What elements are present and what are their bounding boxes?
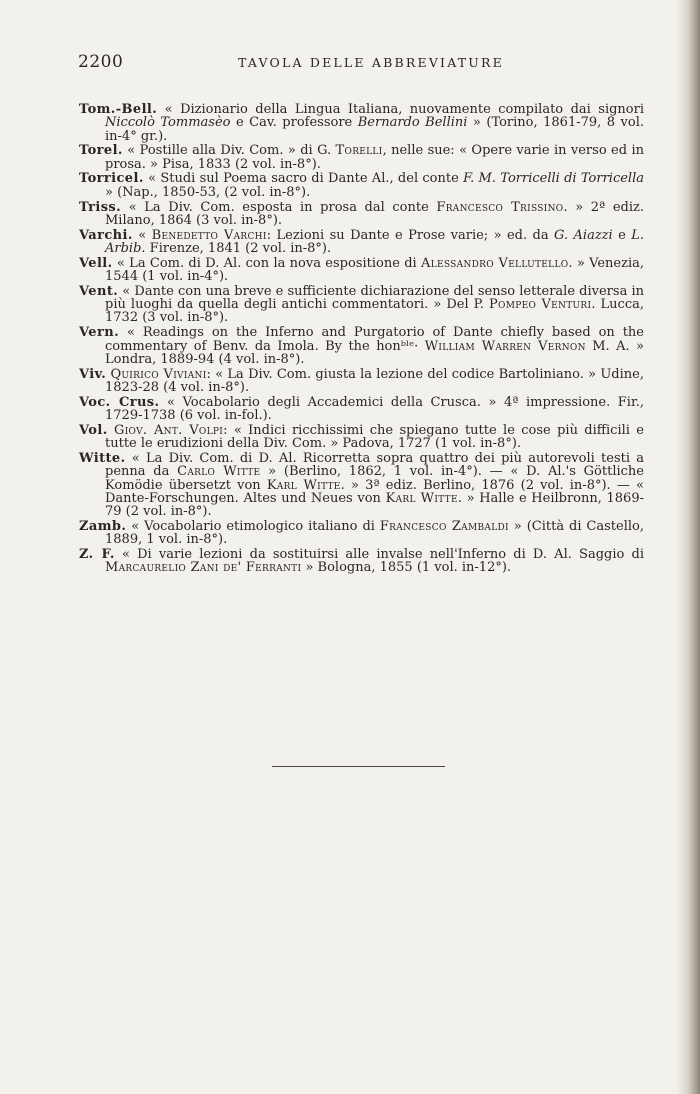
entry-text: » (Città di Castello, 1889, 1 vol. in-8°). [105,518,644,548]
author-name: Karl Witte [266,477,341,493]
entry-text: « Readings on the Inferno and Purgatorio of Dante chiefly based on the commentary of Benv. da Imola. By the honᵇˡᵉ· [105,325,644,354]
abbreviation-entry [79,326,644,366]
italic-text: L. Arbib [105,227,644,256]
entry-text: , nelle sue: « Opere varie in verso ed in prosa. » Pisa, 1833 (2 vol. in-8°). [105,143,644,172]
entry-text: . » 3ª ediz. Berlino, 1876 (2 vol. in-8°). — « Dante-Forschungen. Altes und Neues von [105,477,644,506]
entry-text: « Vocabolario degli Accademici della Crusca. » 4ª impressione. Fir., 1729-1738 (6 vol. in-fol.). [105,394,645,424]
page-edge-shadow [678,0,700,1094]
page-header [78,52,644,76]
abbreviation-term: Vern. [79,325,119,341]
entry-text: » (Berlino, 1862, 1 vol. in-4°). — « D. Al.'s Göttliche Komödie übersetzt von [105,464,644,493]
page-number: 2200 [78,52,124,72]
author-name: Marcaurelio Zani de' Ferranti [105,560,302,576]
author-name: Karl Witte [385,490,458,506]
abbreviation-term: Z. F. [79,547,115,562]
author-name: Francesco Trissino [436,199,564,215]
entry-text: « La Div. Com. di D. Al. Ricorretta sopra quattro dei più autorevoli testi a penna da [105,450,644,480]
abbreviation-entry [79,452,644,518]
author-name: William Warren Vernon [424,338,586,354]
abbreviation-entry [79,520,644,547]
author-name: Alessandro Vellutello [421,255,569,271]
abbreviation-term: Triss. [79,199,122,215]
running-title: TAVOLA DELLE ABBREVIATURE [238,55,504,70]
entry-text: : « Indici ricchissimi che spiegano tutte le cose più difficili e tutte le erudizioni della Div. Com. » Padova, 1727 (1 vol. in-8°). [105,422,644,452]
entry-text: » (Nap., 1850-53, (2 vol. in-8°). [105,184,311,200]
entry-text: . » 2ª ediz. Milano, 1864 (3 vol. in-8°). [105,199,644,228]
end-rule [272,766,445,767]
entry-text: « Postille alla Div. Com. » di G. [127,143,336,159]
entry-text: » Bologna, 1855 (1 vol. in-12°). [301,560,512,576]
abbreviation-term: Varchi. [79,227,133,243]
abbreviation-term: Viv. [79,366,107,382]
italic-text: F. M. Torricelli di Torricella [463,171,645,187]
abbreviation-term: Witte. [79,450,126,466]
entry-text: « Vocabolario etimologico italiano di [131,518,380,534]
abbreviation-entry [79,103,644,143]
italic-text: Niccolò Tommasèo [105,115,231,131]
entry-text: . » Halle e Heilbronn, 1869-79 (2 vol. in-8°). [105,490,644,520]
abbreviation-term: Vent. [79,283,119,299]
author-name: Carlo Witte [177,464,261,480]
entry-text: . Lucca, 1732 (3 vol. in-8°). [105,297,644,326]
author-name: Giov. Ant. Volpi [114,422,224,438]
abbreviation-entry [79,424,644,451]
italic-text: Bernardo Bellini [357,115,468,131]
abbreviation-entry [79,172,644,199]
italic-text: G. Aiazzi [554,227,613,243]
abbreviation-term: Vell. [79,255,113,271]
entry-text: « Studi sul Poema sacro di Dante Al., del conte [148,171,464,187]
entry-text: : Lezioni su Dante e Prose varie; » ed. da [266,227,555,243]
entry-text: . Firenze, 1841 (2 vol. in-8°). [141,240,332,256]
author-name: Torelli [335,143,383,159]
entry-text: « Di varie lezioni da sostituirsi alle invalse nell'Inferno di D. Al. Saggio di [122,547,644,562]
abbreviation-term: Zamb. [79,518,127,534]
entry-text: » (Torino, 1861-79, 8 vol. in-4° gr.). [105,115,644,144]
abbreviation-list [79,103,644,576]
entry-text: « La Com. di D. Al. con la nova espositione di [116,255,422,271]
abbreviation-entry [79,396,644,423]
abbreviation-entry [79,285,644,325]
abbreviation-term: Vol. [79,422,108,438]
author-name: Quirico Viviani [110,366,207,382]
abbreviation-term: Torel. [79,143,123,159]
author-name: Pompeo Venturi [488,297,592,313]
entry-text: M. A. » Londra, 1889-94 (4 vol. in-8°). [105,338,644,367]
entry-text: : « La Div. Com. giusta la lezione del codice Bartoliniano. » Udine, 1823-28 (4 vol. in-8°). [105,366,644,395]
abbreviation-entry [79,144,644,171]
abbreviation-entry [79,201,644,228]
abbreviation-term: Torricel. [79,171,144,187]
entry-text: e Cav. professore [230,115,358,131]
abbreviation-entry [79,368,644,395]
abbreviation-entry [79,257,644,284]
entry-text: . » Venezia, 1544 (1 vol. in-4°). [105,255,644,285]
abbreviation-entry [79,229,644,256]
author-name: Benedetto Varchi [151,227,267,243]
entry-text: « La Div. Com. esposta in prosa dal conte [128,199,437,215]
entry-text: « Dante con una breve e sufficiente dichiarazione del senso letterale diversa in più luoghi da quella degli antichi commentatori. » Del P. [105,283,644,313]
entry-text: e [612,227,632,243]
abbreviation-term: Tom.-Bell. [79,102,158,117]
author-name: Francesco Zambaldi [379,518,509,534]
abbreviation-term: Voc. Crus. [79,394,160,410]
abbreviation-entry [79,548,644,575]
entry-text: « Dizionario della Lingua Italiana, nuovamente compilato dai signori [164,102,644,117]
entry-text: « [138,227,152,243]
